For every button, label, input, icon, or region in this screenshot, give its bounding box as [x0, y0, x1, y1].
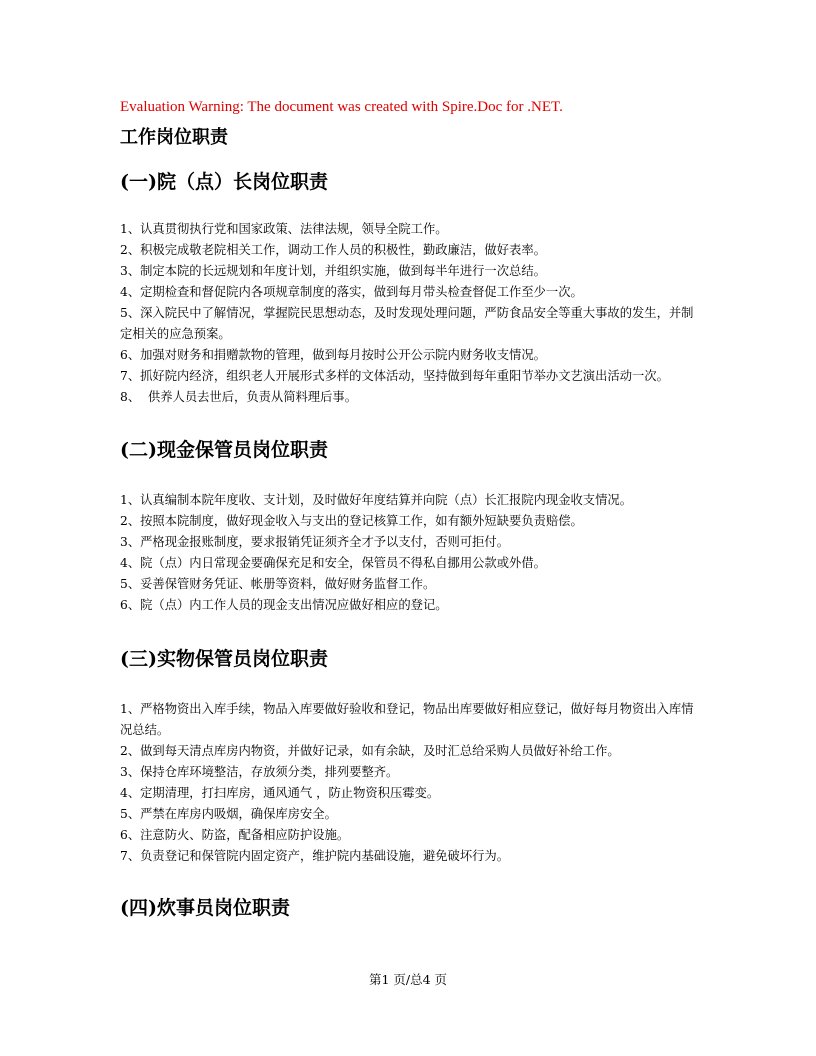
list-item: 5、深入院民中了解情况，掌握院民思想动态，及时发现处理问题，严防食品安全等重大事故的发生，并制定相关的应急预案。: [120, 306, 694, 341]
list-item: 3、制定本院的长远规划和年度计划，并组织实施，做到每半年进行一次总结。: [120, 264, 546, 278]
list-item: 7、负责登记和保管院内固定资产，维护院内基础设施，避免破坏行为。: [120, 849, 510, 863]
list-item: 1、严格物资出入库手续，物品入库要做好验收和登记，物品出库要做好相应登记，做好每月物资出入库情况总结。: [120, 702, 694, 737]
list-item: 6、注意防火、防盗，配备相应防护设施。: [120, 828, 350, 842]
list-item: 4、定期清理，打扫库房，通风通气 ，防止物资积压霉变。: [120, 786, 440, 800]
list-item: 1、认真编制本院年度收、支计划，及时做好年度结算并向院（点）长汇报院内现金收支情况。: [120, 493, 632, 507]
list-item: 2、积极完成敬老院相关工作，调动工作人员的积极性，勤政廉洁，做好表率。: [120, 243, 546, 257]
section-1-list: [120, 219, 700, 408]
section-2-list: [120, 490, 700, 616]
list-item: 4、定期检查和督促院内各项规章制度的落实，做到每月带头检查督促工作至少一次。: [120, 285, 583, 299]
evaluation-warning: Evaluation Warning: The document was created with Spire.Doc for .NET.: [120, 99, 563, 115]
section-title-1: (一)院（点）长岗位职责: [120, 171, 328, 193]
list-item: 8、 供养人员去世后，负责从简料理后事。: [120, 390, 357, 404]
list-item: 2、按照本院制度，做好现金收入与支出的登记核算工作，如有额外短缺要负责赔偿。: [120, 514, 583, 528]
section-3-list: [120, 699, 700, 867]
list-item: 4、院（点）内日常现金要确保充足和安全，保管员不得私自挪用公款或外借。: [120, 556, 546, 570]
list-item: 1、认真贯彻执行党和国家政策、法律法规，领导全院工作。: [120, 222, 448, 236]
list-item: 5、严禁在库房内吸烟，确保库房安全。: [120, 807, 337, 821]
page-footer: 第1 页/总4 页: [368, 972, 448, 987]
section-title-3: (三)实物保管员岗位职责: [120, 648, 328, 670]
list-item: 5、妥善保管财务凭证、帐册等资料，做好财务监督工作。: [120, 577, 436, 591]
list-item: 6、加强对财务和捐赠款物的管理，做到每月按时公开公示院内财务收支情况。: [120, 348, 546, 362]
list-item: 3、严格现金报账制度，要求报销凭证须齐全才予以支付，否则可拒付。: [120, 535, 510, 549]
section-title-2: (二)现金保管员岗位职责: [120, 439, 328, 461]
document-title: 工作岗位职责: [120, 127, 228, 148]
section-title-4: (四)炊事员岗位职责: [120, 897, 290, 919]
list-item: 2、做到每天清点库房内物资，并做好记录，如有余缺，及时汇总给采购人员做好补给工作。: [120, 744, 620, 758]
list-item: 6、院（点）内工作人员的现金支出情况应做好相应的登记。: [120, 598, 448, 612]
list-item: 7、抓好院内经济，组织老人开展形式多样的文体活动，坚持做到每年重阳节举办文艺演出活动一次。: [120, 369, 669, 383]
list-item: 3、保持仓库环境整洁，存放须分类，排列要整齐。: [120, 765, 399, 779]
